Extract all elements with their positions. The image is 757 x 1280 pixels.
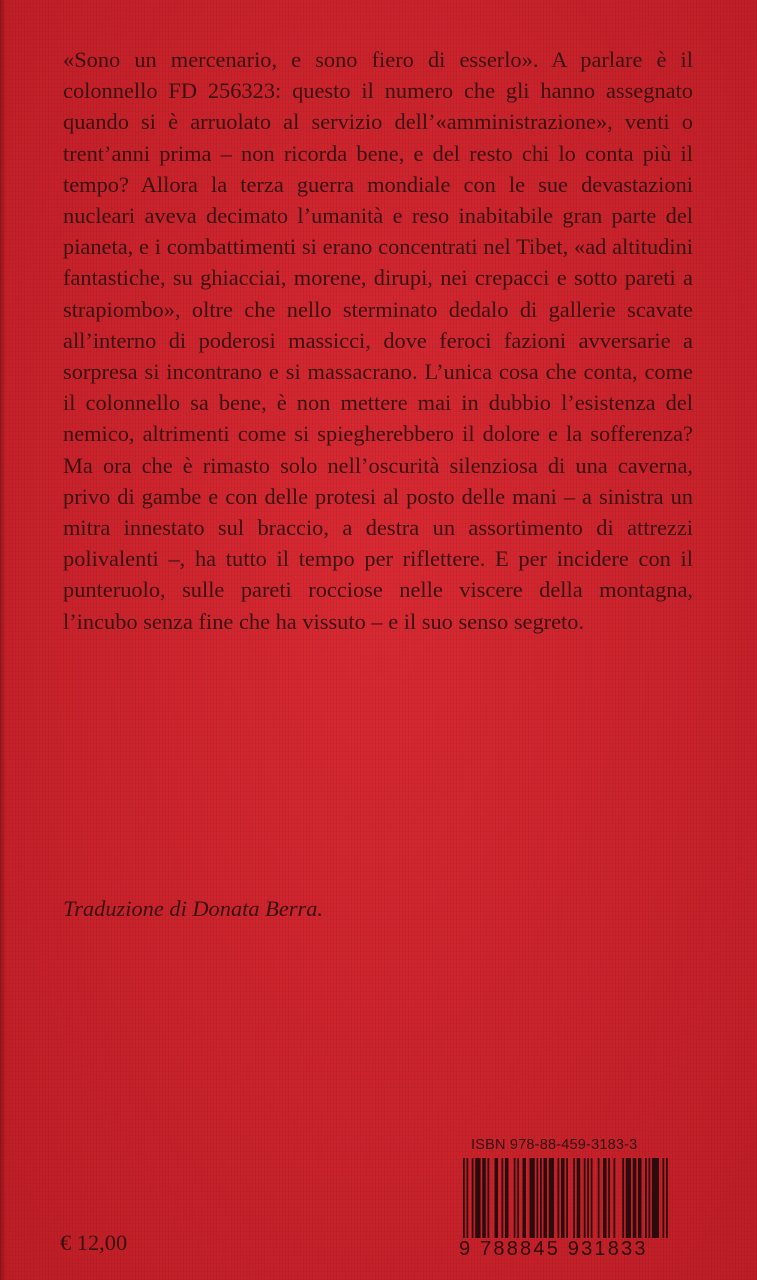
barcode-bar <box>566 1158 568 1238</box>
barcode-bar <box>598 1158 600 1238</box>
barcode-bar <box>467 1158 469 1238</box>
barcode-bar <box>587 1158 589 1238</box>
barcode-bar <box>614 1158 616 1238</box>
price-label: € 12,00 <box>60 1230 128 1255</box>
barcode <box>459 1158 729 1245</box>
barcode-bar <box>502 1158 504 1238</box>
barcode-bar <box>577 1158 581 1238</box>
barcode-bar <box>517 1158 519 1238</box>
barcode-bar <box>558 1158 560 1238</box>
barcode-bar <box>603 1158 607 1238</box>
barcode-bar <box>626 1158 631 1238</box>
barcode-bar <box>591 1158 593 1238</box>
barcode-bar <box>495 1158 499 1238</box>
translator-credit: Traduzione di Donata Berra. <box>63 896 323 921</box>
barcode-bar <box>608 1158 610 1238</box>
barcode-bar <box>472 1158 474 1238</box>
barcode-digits: 9 788845 931833 <box>459 1238 648 1260</box>
barcode-bar <box>652 1158 659 1238</box>
barcode-bar <box>475 1158 480 1238</box>
barcode-bar <box>505 1158 509 1238</box>
barcode-bar <box>649 1158 651 1238</box>
synopsis-text: «Sono un mercenario, e sono fiero di esserlo». A parlare è il colonnello FD 256323: questo il numero che gli hanno assegnato quando si è arruolato al servizio dell’«amministrazione», venti o trent’anni prima – non ricorda bene, e del resto chi lo conta più il tempo? Allora la terza guerra mondiale con le sue devastazioni nucleari aveva decimato l’umanità e reso inabitabile gran parte del pianeta, e i combattimenti si erano concentrati nel Tibet, «ad altitudini fantastiche, su ghiacciai, morene, dirupi, nei crepacci e sotto pareti a strapiombo», oltre che nello sterminato dedalo di gallerie scavate all’interno di poderosi massicci, dove feroci fazioni avversarie a sorpresa si incontrano e si massacrano. L’unica cosa che conta, come il colonnello sa bene, è non mettere mai in dubbio l’esistenza del nemico, altrimenti come si spiegherebbero il dolore e la sofferenza? Ma ora che è rimasto solo nell’oscurità silenziosa di una caverna, privo di gambe e con delle protesi al posto delle mani – a sinistra un mitra innestato sul braccio, a destra un assortimento di attrezzi polivalenti –, ha tutto il tempo per riflettere. E per incidere con il punteruolo, sulle pareti rocciose nelle viscere della montagna, l’incubo senza fine che ha vissuto – e il suo senso segreto. <box>63 47 693 634</box>
barcode-bar <box>540 1158 542 1238</box>
barcode-bar <box>523 1158 527 1238</box>
barcode-bar <box>530 1158 535 1238</box>
barcode-bar <box>537 1158 539 1238</box>
barcode-bar <box>544 1158 548 1238</box>
barcode-bar <box>514 1158 516 1238</box>
barcode-bar <box>561 1158 565 1238</box>
barcode-bar <box>663 1158 665 1238</box>
isbn-label: ISBN 978-88-459-3183-3 <box>471 1137 638 1153</box>
barcode-bar <box>463 1158 465 1238</box>
barcode-bar <box>482 1158 486 1238</box>
barcode-bar <box>584 1158 586 1238</box>
barcode-bar <box>633 1158 637 1238</box>
barcode-bar <box>666 1158 668 1238</box>
barcode-bar <box>645 1158 647 1238</box>
barcode-bar <box>488 1158 490 1238</box>
cover-edge-shadow <box>0 0 6 1280</box>
barcode-bar <box>549 1158 554 1238</box>
barcode-bar <box>622 1158 624 1238</box>
barcode-bar <box>638 1158 642 1238</box>
barcode-bar <box>573 1158 575 1238</box>
